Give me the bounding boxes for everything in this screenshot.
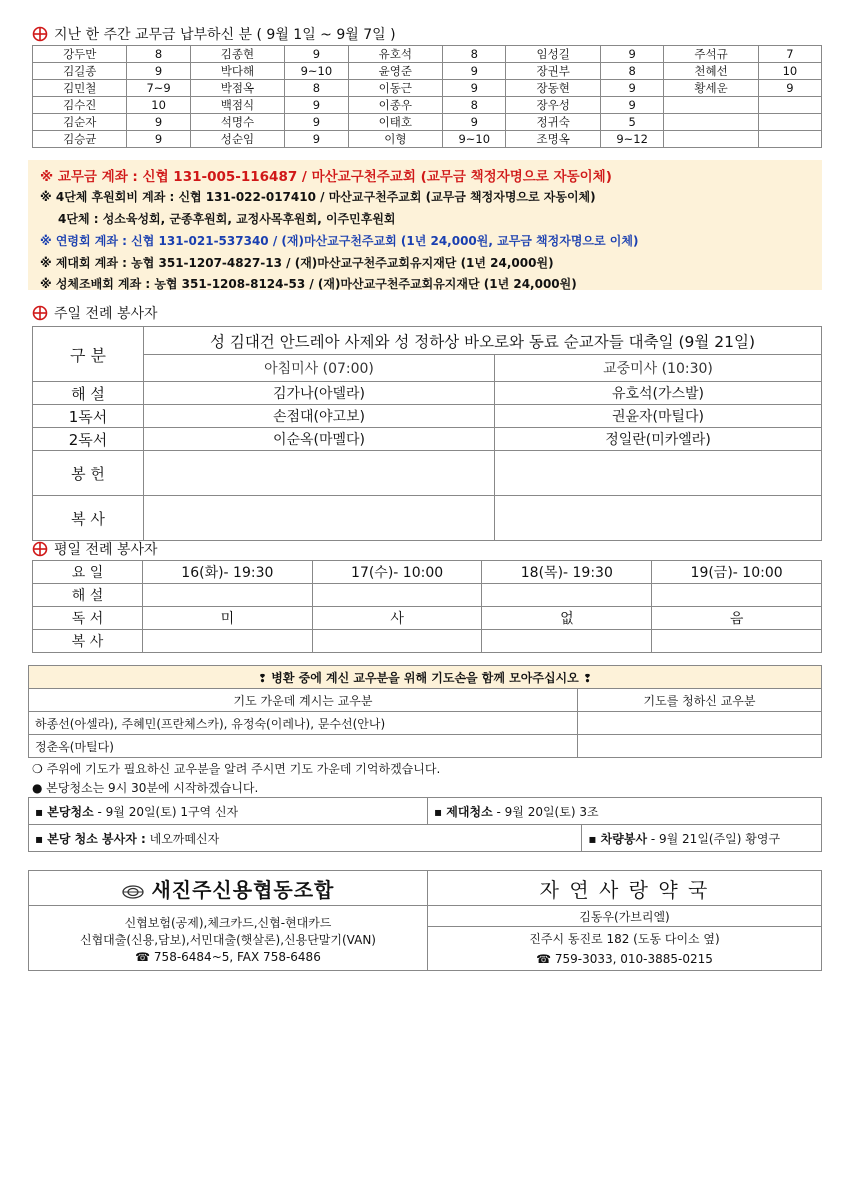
donor-months: 9 [443,114,506,131]
donor-name: 윤영준 [348,63,442,80]
donor-months: 8 [600,63,663,80]
donor-name: 주석규 [664,46,758,63]
dues-table [32,45,822,148]
donor-name: 이종우 [348,97,442,114]
donor-months: 9 [285,97,348,114]
dues-row [33,63,822,80]
role-label: 복 사 [33,630,143,653]
donor-name: 김길종 [33,63,127,80]
weekday-role-row [33,630,822,653]
ads-table [28,870,822,971]
donor-months: 7~9 [127,80,190,97]
dues-row [33,131,822,148]
donor-months: 5 [600,114,663,131]
coop-logo-icon [122,885,144,902]
dues-row [33,80,822,97]
donor-name: 성순임 [190,131,284,148]
donor-name: 백점식 [190,97,284,114]
main-mass-server: 유호석(가스발) [495,382,822,405]
weekday-server-cell: 사 [312,607,482,630]
cross-in-circle-icon [32,541,48,557]
morning-mass-header: 아침미사 (07:00) [144,355,495,382]
donor-months: 9 [127,114,190,131]
sunday-role-row [33,428,822,451]
donor-name: 장우성 [506,97,600,114]
pharmacy-info-cell [428,927,822,971]
donor-months: 9 [285,114,348,131]
prayer-row [29,735,822,758]
accounts-box [28,160,822,290]
prayer-table [28,665,822,758]
weekday-server-cell [652,584,822,607]
weekday-server-cell [312,630,482,653]
donor-months: 9 [600,80,663,97]
dues-row [33,114,822,131]
donor-months [758,97,821,114]
altar-cleaning-cell [428,798,822,825]
donor-name: 김수진 [33,97,127,114]
donor-name: 강두만 [33,46,127,63]
donor-months: 9 [285,131,348,148]
donor-name: 김순자 [33,114,127,131]
donor-months: 10 [758,63,821,80]
four-groups-account-line: ※ 4단체 후원회비 계좌 : 신협 131-022-017410 / 마산교구천주교회 (교무금 책정자명으로 자동이체) [40,190,596,204]
donor-months: 8 [443,97,506,114]
altar-society-account-line: ※ 제대회 계좌 : 농협 351-1207-4827-13 / (재)마산교구천주교회유지재단 (1년 24,000원) [40,256,554,270]
requesting-parishioners [578,735,822,758]
donor-name [664,97,758,114]
coop-phone-line: ☎ 758-6484~5, FAX 758-6486 [135,949,321,964]
weekday-section-title [32,539,158,559]
donor-name: 석명수 [190,114,284,131]
donor-months: 9 [285,46,348,63]
main-cleaning-value: - 9월 20일(토) 1구역 신자 [93,804,239,819]
donor-name: 임성길 [506,46,600,63]
altar-cleaning-value: - 9월 20일(토) 3조 [492,804,599,819]
altar-cleaning-label: ▪ 제대청소 [434,804,493,819]
donor-months: 8 [285,80,348,97]
donor-name: 장동현 [506,80,600,97]
weekday-server-cell [143,630,313,653]
morning-mass-server: 김가나(아델라) [144,382,495,405]
sick-parishioners: 하종선(아셀라), 주혜민(프란체스카), 유정숙(이레나), 문수선(안나) [29,712,578,735]
cleaning-volunteer-cell [29,825,582,852]
donor-months: 9 [600,97,663,114]
dues-section-title [32,24,396,44]
donor-months: 9~10 [443,131,506,148]
donor-name: 김종현 [190,46,284,63]
donor-name: 김승균 [33,131,127,148]
car-service-cell [582,825,822,852]
sunday-role-row [33,382,822,405]
prayer-col-requester: 기도를 청하신 교우분 [578,689,822,712]
role-label: 2독서 [33,428,144,451]
pharmacy-address: 진주시 동진로 182 (도동 다이소 옆) [529,931,720,946]
donor-name: 천혜선 [664,63,758,80]
morning-mass-server [144,496,495,541]
role-label: 해 설 [33,382,144,405]
prayer-box [28,665,822,758]
role-label: 복 사 [33,496,144,541]
donor-name: 김민철 [33,80,127,97]
pin-icon: ❢ [257,671,268,685]
donor-name: 황세운 [664,80,758,97]
donor-months: 7 [758,46,821,63]
donor-months: 9~10 [285,63,348,80]
cleaning-volunteer-value: 네오까떼신자 [145,831,220,846]
pharmacy-name: 자 연 사 랑 약 국 [539,877,710,902]
donor-months: 8 [127,46,190,63]
donor-name: 박점옥 [190,80,284,97]
weekday-server-cell [482,630,652,653]
coop-name-cell [29,871,428,906]
prayer-row [29,712,822,735]
dues-row [33,46,822,63]
donor-name: 조명옥 [506,131,600,148]
cross-in-circle-icon [32,26,48,42]
donor-name [664,114,758,131]
weekday-servers-table [32,560,822,653]
dues-account-line: ※ 교무금 계좌 : 신협 131-005-116487 / 마산교구천주교회 (교무금 책정자명으로 자동이체) [40,169,612,185]
donor-months: 9 [758,80,821,97]
donor-months: 9 [443,80,506,97]
cleaning-table [28,797,822,852]
car-service-label: ▪ 차량봉사 [588,831,648,846]
prayer-header-text: 병환 중에 계신 교우분을 위해 기도손을 함께 모아주십시오 [271,670,579,685]
sick-parishioners: 정춘옥(마틸다) [29,735,578,758]
weekday-role-row [33,584,822,607]
cleaning-volunteer-label: ▪ 본당 청소 봉사자 : [35,831,146,846]
donor-name: 장권부 [506,63,600,80]
donor-name: 이형 [348,131,442,148]
donor-months: 10 [127,97,190,114]
role-label: 해 설 [33,584,143,607]
coop-loans-line: 신협대출(신용,담보),서민대출(햇살론),신용단말기(VAN) [79,932,376,947]
dues-row [33,97,822,114]
cleaning-start-note: ● 본당청소는 9시 30분에 시작하겠습니다. [32,781,259,795]
prayer-header [29,666,822,689]
sunday-role-row [33,496,822,541]
weekday-server-cell: 없 [482,607,652,630]
donor-months: 9 [600,46,663,63]
donor-months [758,114,821,131]
sunday-servers-table [32,326,822,541]
sunday-section-title [32,303,158,323]
coop-services-line: 신협보험(공제),체크카드,신협-현대카드 [124,915,332,930]
donor-name: 유호석 [348,46,442,63]
coop-name: 새진주신용협동조합 [151,877,335,902]
four-groups-list-line: 4단체 : 성소육성회, 군종후원회, 교정사목후원회, 이주민후원회 [58,212,396,226]
morning-mass-server: 이순옥(마멜다) [144,428,495,451]
funeral-society-account-line: ※ 연령회 계좌 : 신협 131-021-537340 / (재)마산교구천주교회 (1년 24,000원, 교무금 책정자명으로 이체) [40,234,639,248]
pharmacy-phone: ☎ 759-3033, 010-3885-0215 [536,951,713,966]
donor-months: 9 [127,63,190,80]
day-header: 요 일 [33,561,143,584]
weekday-server-cell [482,584,652,607]
weekday-server-cell [312,584,482,607]
prayer-note: ❍ 주위에 기도가 필요하신 교우분을 알려 주시면 기도 가운데 기억하겠습니다. [32,762,441,776]
donor-months: 9 [443,63,506,80]
donor-name: 정귀숙 [506,114,600,131]
main-mass-server: 정일란(미카엘라) [495,428,822,451]
morning-mass-server: 손점대(야고보) [144,405,495,428]
donor-months: 8 [443,46,506,63]
car-service-value: - 9월 21일(주일) 황영구 [647,831,781,846]
weekday-day-header: 17(수)- 10:00 [312,561,482,584]
prayer-col-sick: 기도 가운데 계시는 교우분 [29,689,578,712]
donor-name: 이태호 [348,114,442,131]
donor-months [758,131,821,148]
donor-name [664,131,758,148]
coop-info-cell [29,906,428,971]
pharmacy-owner: 김동우(가브리엘) [428,906,822,927]
weekday-server-cell [652,630,822,653]
weekday-day-header: 16(화)- 19:30 [143,561,313,584]
dues-title-text: 지난 한 주간 교무금 납부하신 분 ( 9월 1일 ~ 9월 7일 ) [54,27,396,43]
adoration-society-account-line: ※ 성체조배회 계좌 : 농협 351-1208-8124-53 / (재)마산교구천주교회유지재단 (1년 24,000원) [40,277,577,291]
donor-name: 박다해 [190,63,284,80]
weekday-role-row [33,607,822,630]
weekday-day-header: 19(금)- 10:00 [652,561,822,584]
pin-icon: ❢ [582,671,593,685]
main-cleaning-cell [29,798,428,825]
sunday-role-row [33,451,822,496]
role-label: 독 서 [33,607,143,630]
weekday-server-cell: 미 [143,607,313,630]
donor-months: 9~12 [600,131,663,148]
sunday-role-row [33,405,822,428]
requesting-parishioners [578,712,822,735]
feast-title: 성 김대건 안드레아 사제와 성 정하상 바오로와 동료 순교자들 대축일 (9월 21일) [144,327,822,355]
weekday-title-text: 평일 전례 봉사자 [54,542,158,558]
sunday-title-text: 주일 전례 봉사자 [54,306,158,322]
main-mass-header: 교중미사 (10:30) [495,355,822,382]
main-mass-server: 권윤자(마틸다) [495,405,822,428]
morning-mass-server [144,451,495,496]
main-mass-server [495,451,822,496]
main-mass-server [495,496,822,541]
pharmacy-name-cell [428,871,822,906]
main-cleaning-label: ▪ 본당청소 [35,804,94,819]
weekday-day-header: 18(목)- 19:30 [482,561,652,584]
donor-name: 이동근 [348,80,442,97]
role-label: 1독서 [33,405,144,428]
cross-in-circle-icon [32,305,48,321]
category-header: 구 분 [33,327,144,382]
weekday-server-cell [143,584,313,607]
role-label: 봉 헌 [33,451,144,496]
weekday-server-cell: 음 [652,607,822,630]
donor-months: 9 [127,131,190,148]
